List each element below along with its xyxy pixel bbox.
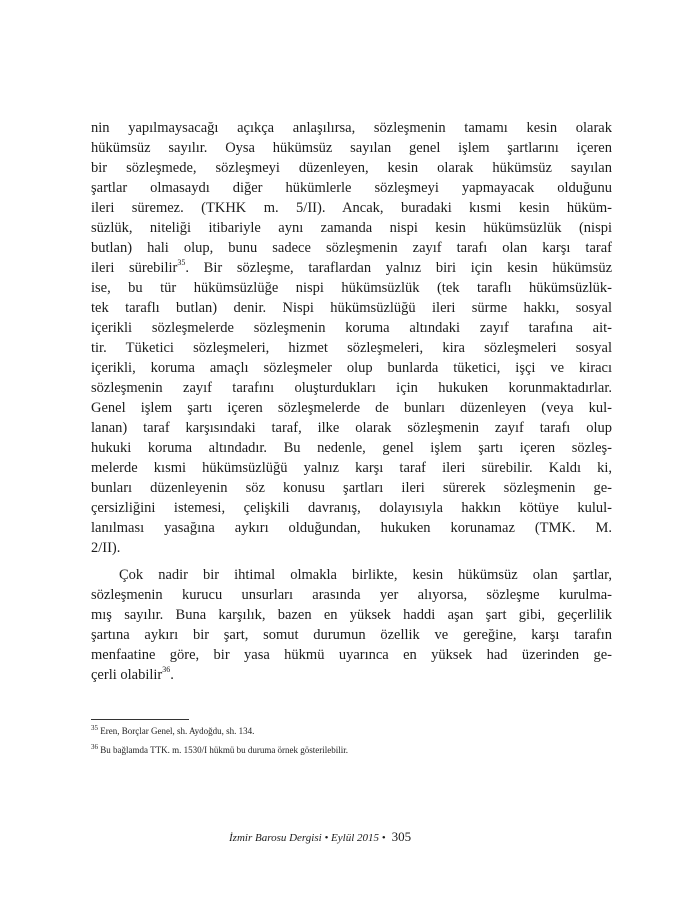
text-line: menfaatine göre, bir yasa hükmü uyarınca en yüksek had üzerinden ge- <box>91 647 612 663</box>
text-segment: . Bir sözleşme, taraflardan yalnız biri için kesin hükümsüz <box>185 260 612 276</box>
body-paragraph-2 <box>91 565 612 685</box>
text-segment: ileri sürebilir <box>91 260 178 276</box>
footnote-ref-35[interactable]: 35 <box>177 258 186 268</box>
text-line: hukuki koruma altındadır. Bu nedenle, genel işlem şartı içeren sözleş- <box>91 440 612 456</box>
body-paragraph-1 <box>91 118 612 558</box>
footnote-36 <box>91 744 348 756</box>
footnote-text: Bu bağlamda TTK. m. 1530/I hükmü bu duruma örnek gösterilebilir. <box>98 745 349 755</box>
text-line: lanılması yasağına aykırı olduğundan, hukuken korunamaz (TMK. M. <box>91 520 612 536</box>
text-line: ileri süremez. (TKHK m. 5/II). Ancak, buradaki kısmi kesin hüküm- <box>91 200 612 216</box>
text-line: tir. Tüketici sözleşmeleri, hizmet sözleşmeleri, kira sözleşmeleri sosyal <box>91 340 612 356</box>
text-line-with-footnote-ref <box>91 665 612 685</box>
footnote-number: 36 <box>91 743 98 751</box>
text-line: sözleşmenin zayıf tarafını oluşturdukları için hukuken korunmaktadırlar. <box>91 380 612 396</box>
text-line: melerde kısmi hükümsüzlüğü yalnız karşı taraf ileri sürebilir. Kaldı ki, <box>91 460 612 476</box>
page-footer <box>229 830 429 845</box>
text-line: içerikli sözleşmelerde sözleşmenin koruma altındaki zayıf tarafına ait- <box>91 320 612 336</box>
text-line: Çok nadir bir ihtimal olmakla birlikte, kesin hükümsüz olan şartlar, <box>119 567 612 583</box>
text-line: şartlar olmasaydı diğer hükümlerle sözleşmeyi yapmayacak olduğunu <box>91 180 612 196</box>
journal-name: İzmir Barosu Dergisi • Eylül 2015 • <box>229 832 386 844</box>
footnote-ref-36[interactable]: 36 <box>162 665 171 675</box>
footnote-text: Eren, Borçlar Genel, sh. Aydoğdu, sh. 134. <box>98 726 255 736</box>
footnote-number: 35 <box>91 724 98 732</box>
text-segment: . <box>170 667 174 683</box>
text-line: 2/II). <box>91 540 121 556</box>
page-number: 305 <box>391 829 412 844</box>
text-line: şartına aykırı bir şart, somut durumun özellik ve gereğine, karşı tarafın <box>91 627 612 643</box>
text-line: bunları düzenleyenin söz konusu şartları ileri sürerek sözleşmenin ge- <box>91 480 612 496</box>
text-segment: çerli olabilir <box>91 667 163 683</box>
text-line: nin yapılmaysacağı açıkça anlaşılırsa, sözleşmenin tamamı kesin olarak <box>91 120 612 136</box>
text-line: çersizliğini istemesi, çelişkili davranış, dolayısıyla hakkın kötüye kulul- <box>91 500 612 516</box>
text-line: Genel işlem şartı içeren sözleşmelerde de bunları düzenleyen (veya kul- <box>91 400 612 416</box>
text-line: mış sayılır. Buna karşılık, bazen en yüksek haddi aşan şart gibi, geçerlilik <box>91 607 612 623</box>
text-line: bir sözleşmede, sözleşmeyi düzenleyen, kesin olarak hükümsüz sayılan <box>91 160 612 176</box>
text-line: tek taraflı butlan) denir. Nispi hükümsüzlüğü ileri sürme hakkı, sosyal <box>91 300 612 316</box>
text-line: içerikli, koruma amaçlı sözleşmeler olup bunlarda tüketici, işçi ve kiracı <box>91 360 612 376</box>
text-line: süzlük, niteliği itibariyle aynı zamanda nispi kesin hükümsüzlük (nispi <box>91 220 612 236</box>
text-line: hükümsüz sayılır. Oysa hükümsüz sayılan genel işlem şartlarını içeren <box>91 140 612 156</box>
footnote-divider <box>91 719 189 720</box>
footnote-35 <box>91 725 254 737</box>
text-line: ise, bu tür hükümsüzlüğe nispi hükümsüzlük (tek taraflı hükümsüzlük- <box>91 280 612 296</box>
text-line-with-footnote-ref <box>91 258 612 278</box>
text-line: lanan) taraf karşısındaki taraf, ilke olarak sözleşmenin zayıf tarafı olup <box>91 420 612 436</box>
text-line: butlan) hali olup, bunu sadece sözleşmenin zayıf tarafı olan karşı taraf <box>91 240 612 256</box>
text-line: sözleşmenin kurucu unsurları arasında yer alıyorsa, sözleşme kurulma- <box>91 587 612 603</box>
